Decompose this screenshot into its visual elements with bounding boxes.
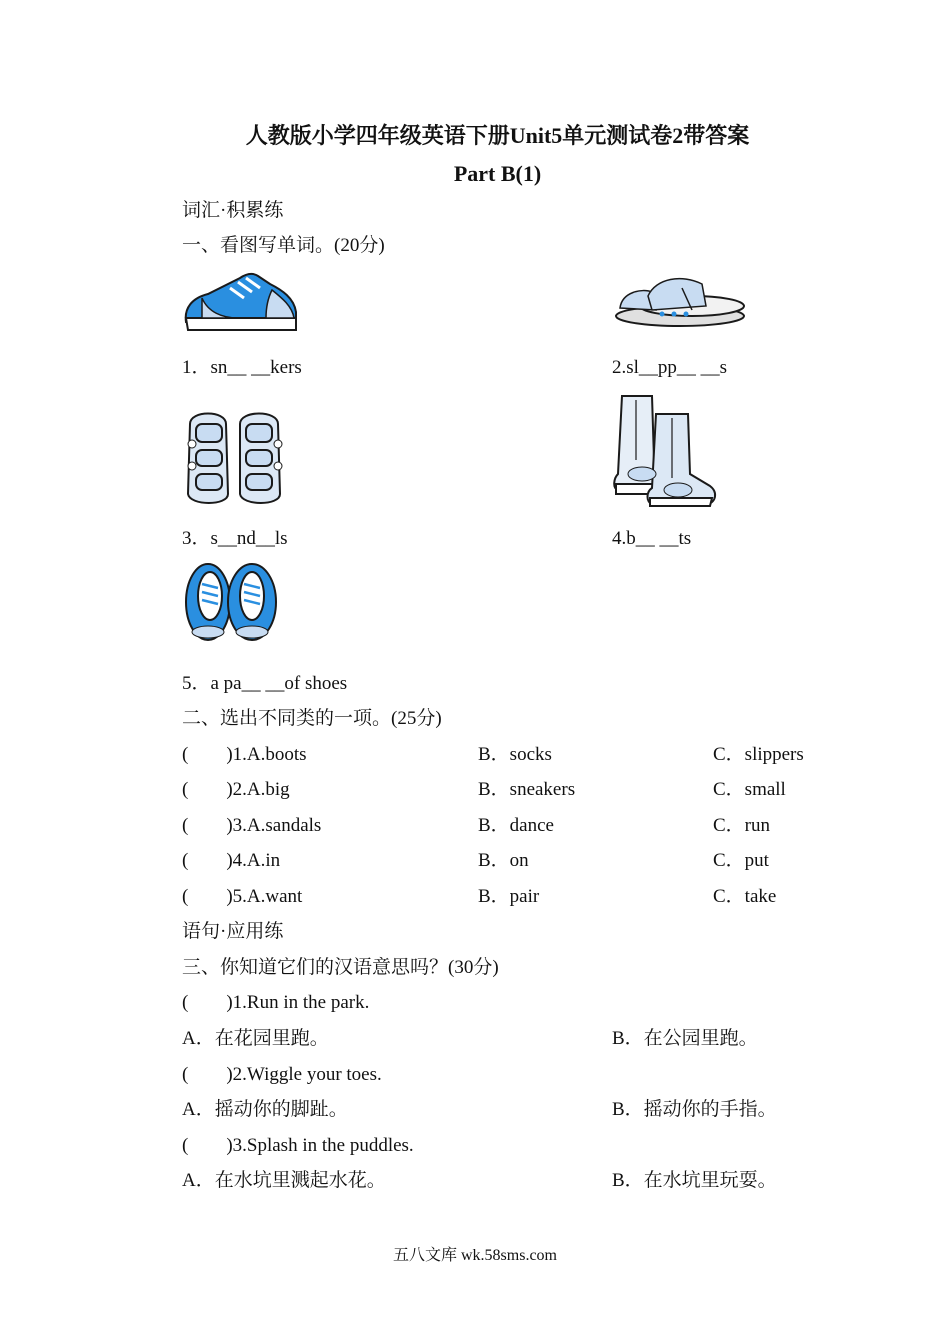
q3-item-2-question: ( )2.Wiggle your toes. xyxy=(182,1064,382,1085)
q2-row-5-b: B．pair xyxy=(478,886,540,907)
page-title: 人教版小学四年级英语下册Unit5单元测试卷2带答案 xyxy=(245,123,750,148)
section-sentence: 语句·应用练 xyxy=(182,921,284,942)
q3-item-2-option-b: B．摇动你的手指。 xyxy=(612,1099,777,1120)
slippers-icon xyxy=(612,270,748,330)
pair-of-shoes-icon xyxy=(182,558,280,644)
sneaker-icon xyxy=(182,268,300,334)
q2-row-3-b: B．dance xyxy=(478,815,554,836)
page-subtitle: Part B(1) xyxy=(453,161,542,186)
q1-item-2: 2.sl__pp__ __s xyxy=(612,357,728,378)
sandals-icon xyxy=(182,404,288,508)
q2-row-2-b: B．sneakers xyxy=(478,779,576,800)
section-vocab: 词汇·积累练 xyxy=(182,200,284,221)
q1-item-1: 1．sn__ __kers xyxy=(182,357,302,378)
footer-watermark: 五八文库 wk.58sms.com xyxy=(392,1247,557,1264)
q2-row-3-a: ( )3.A.sandals xyxy=(182,815,322,836)
boots-icon xyxy=(612,390,718,508)
q3-item-1-option-a: A．在花园里跑。 xyxy=(182,1028,329,1049)
q2-row-5-c: C．take xyxy=(713,886,777,907)
q3-item-2-option-a: A．摇动你的脚趾。 xyxy=(182,1099,348,1120)
q2-heading: 二、选出不同类的一项。(25分) xyxy=(182,708,442,729)
q3-item-3-option-a: A．在水坑里溅起水花。 xyxy=(182,1170,386,1191)
q3-heading: 三、你知道它们的汉语意思吗？(30分) xyxy=(182,957,499,978)
q2-row-1-b: B．socks xyxy=(478,744,552,765)
q2-row-1-c: C．slippers xyxy=(713,744,804,765)
q1-heading: 一、看图写单词。(20分) xyxy=(182,235,385,256)
q2-row-5-a: ( )5.A.want xyxy=(182,886,303,907)
q1-item-3: 3．s__nd__ls xyxy=(182,528,288,549)
q2-row-4-c: C．put xyxy=(713,850,769,871)
q3-item-3-option-b: B．在水坑里玩耍。 xyxy=(612,1170,777,1191)
q3-item-1-option-b: B．在公园里跑。 xyxy=(612,1028,758,1049)
q2-row-3-c: C．run xyxy=(713,815,771,836)
q2-row-4-a: ( )4.A.in xyxy=(182,850,281,871)
q2-row-2-a: ( )2.A.big xyxy=(182,779,290,800)
q1-item-4: 4.b__ __ts xyxy=(612,528,692,549)
q3-item-1-question: ( )1.Run in the park. xyxy=(182,992,370,1013)
q3-item-3-question: ( )3.Splash in the puddles. xyxy=(182,1135,414,1156)
q2-row-2-c: C．small xyxy=(713,779,786,800)
q2-row-4-b: B．on xyxy=(478,850,529,871)
q2-row-1-a: ( )1.A.boots xyxy=(182,744,307,765)
q1-item-5: 5．a pa__ __of shoes xyxy=(182,673,348,694)
